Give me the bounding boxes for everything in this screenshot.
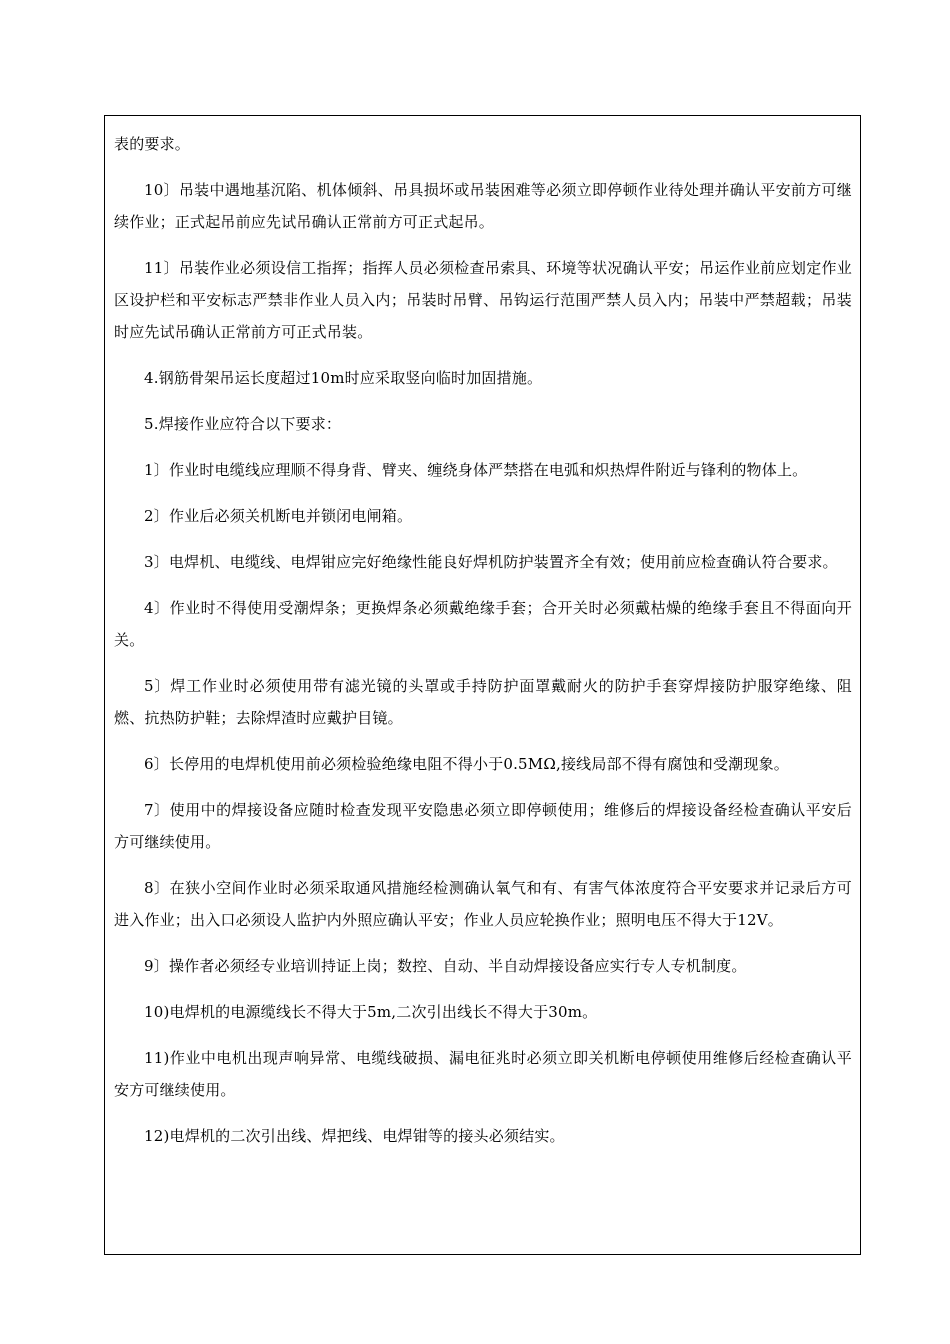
paragraph-weld-10: 10)电焊机的电源缆线长不得大于5m,二次引出线长不得大于30m。: [144, 1003, 598, 1021]
paragraph-weld-4: 4〕作业时不得使用受潮焊条；更换焊条必须戴绝缘手套；合开关时必须戴枯燥的绝缘手套且不得面向开关。: [114, 599, 852, 649]
paragraph-weld-3: 3〕电焊机、电缆线、电焊钳应完好绝缘性能良好焊机防护装置齐全有效；使用前应检查确认符合要求。: [144, 553, 838, 571]
paragraph-section-5: 5.焊接作业应符合以下要求：: [144, 415, 342, 433]
paragraph-weld-1: 1〕作业时电缆线应理顺不得身背、臂夹、缠绕身体严禁搭在电弧和炽热焊件附近与锋利的物体上。: [144, 461, 808, 479]
content-frame: [104, 115, 861, 1255]
paragraph-weld-9: 9〕操作者必须经专业培训持证上岗；数控、自动、半自动焊接设备应实行专人专机制度。: [144, 957, 747, 975]
paragraph-weld-12: 12)电焊机的二次引出线、焊把线、电焊钳等的接头必须结实。: [144, 1127, 565, 1145]
paragraph-continuation: 表的要求。: [114, 135, 191, 153]
paragraph-item-11: 11〕吊装作业必须设信工指挥；指挥人员必须检查吊索具、环境等状况确认平安；吊运作业前应划定作业区设护栏和平安标志严禁非作业人员入内；吊装时吊臂、吊钩运行范围严禁人员入内；吊装中严禁超载；吊装时应先试吊确认正常前方可正式吊装。: [114, 259, 852, 341]
paragraph-weld-8: 8〕在狭小空间作业时必须采取通风措施经检测确认氧气和有、有害气体浓度符合平安要求并记录后方可进入作业；出入口必须设人监护内外照应确认平安；作业人员应轮换作业；照明电压不得大于12V。: [114, 879, 852, 929]
paragraph-weld-11: 11)作业中电机出现声响异常、电缆线破损、漏电征兆时必须立即关机断电停顿使用维修后经检查确认平安方可继续使用。: [114, 1049, 852, 1099]
paragraph-section-4: 4.钢筋骨架吊运长度超过10m时应采取竖向临时加固措施。: [144, 369, 543, 387]
paragraph-weld-5: 5〕焊工作业时必须使用带有滤光镜的头罩或手持防护面罩戴耐火的防护手套穿焊接防护服穿绝缘、阻燃、抗热防护鞋；去除焊渣时应戴护目镜。: [114, 677, 852, 727]
paragraph-weld-7: 7〕使用中的焊接设备应随时检查发现平安隐患必须立即停顿使用；维修后的焊接设备经检查确认平安后方可继续使用。: [114, 801, 852, 851]
content-body: [114, 128, 852, 1166]
paragraph-item-10: 10〕吊装中遇地基沉陷、机体倾斜、吊具损坏或吊装困难等必须立即停顿作业待处理并确认平安前方可继续作业；正式起吊前应先试吊确认正常前方可正式起吊。: [114, 181, 852, 231]
paragraph-weld-6: 6〕长停用的电焊机使用前必须检验绝缘电阻不得小于0.5MΩ,接线局部不得有腐蚀和受潮现象。: [144, 755, 789, 773]
paragraph-weld-2: 2〕作业后必须关机断电并锁闭电闸箱。: [144, 507, 413, 525]
